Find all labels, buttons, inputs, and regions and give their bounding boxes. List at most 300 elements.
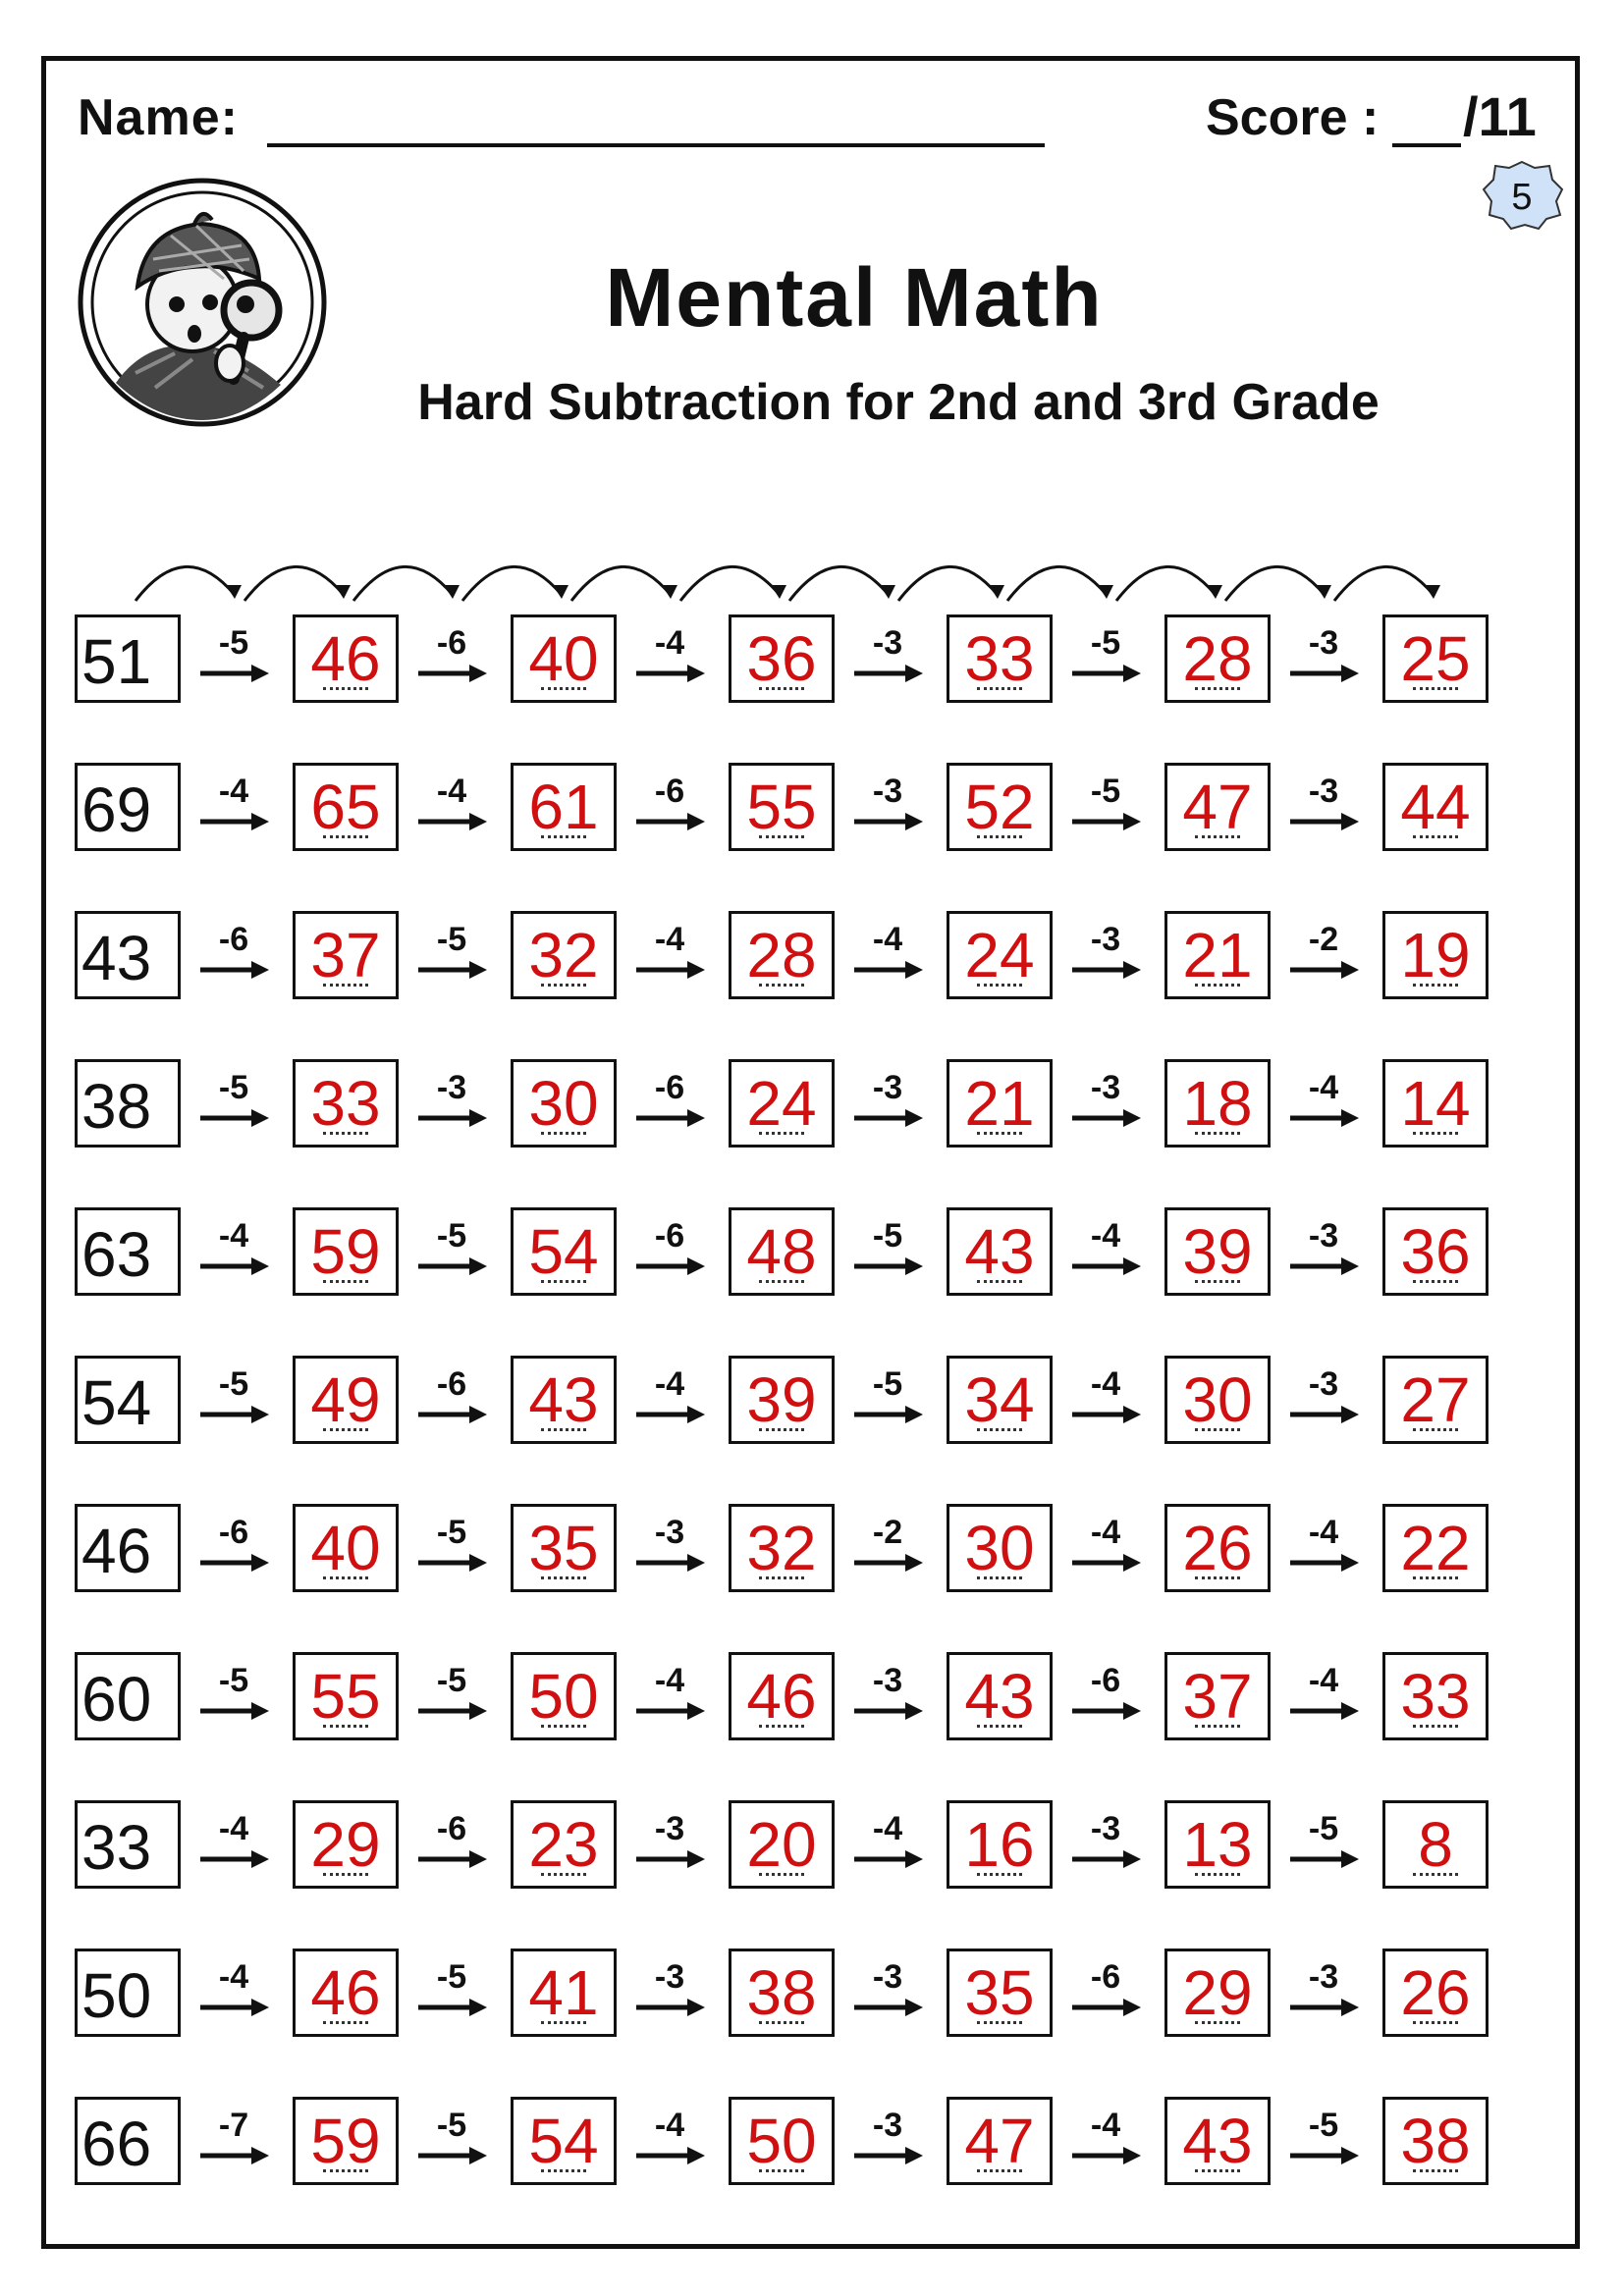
- answer-value: 8: [1418, 1809, 1453, 1880]
- right-arrow-icon: [850, 1701, 925, 1721]
- answer-dotted-line: [1195, 835, 1240, 838]
- answer-box[interactable]: [729, 911, 835, 999]
- start-number: 51: [75, 614, 181, 703]
- answer-value: 26: [1400, 1957, 1471, 2028]
- answer-value: 24: [746, 1068, 817, 1139]
- answer-box[interactable]: [1164, 1059, 1271, 1148]
- operation-label: -4: [1308, 1069, 1339, 1106]
- answer-value: 21: [964, 1068, 1035, 1139]
- right-arrow-icon: [632, 664, 707, 683]
- start-number: 38: [75, 1059, 181, 1148]
- answer-dotted-line: [977, 2169, 1022, 2172]
- operation-label: -6: [1090, 1662, 1121, 1699]
- answer-box[interactable]: [1382, 911, 1489, 999]
- operation-label: -3: [654, 1514, 685, 1551]
- answer-box[interactable]: [1164, 1949, 1271, 2037]
- operation-label: -4: [654, 2107, 685, 2144]
- right-arrow-icon: [850, 812, 925, 831]
- right-arrow-icon: [1286, 1108, 1361, 1128]
- right-arrow-icon: [1286, 1849, 1361, 1869]
- answer-dotted-line: [759, 1428, 804, 1431]
- answer-dotted-line: [759, 835, 804, 838]
- answer-value: 38: [746, 1957, 817, 2028]
- answer-dotted-line: [1413, 1428, 1458, 1431]
- start-number: 66: [75, 2097, 181, 2185]
- answer-dotted-line: [1413, 2021, 1458, 2024]
- start-number: 69: [75, 763, 181, 851]
- operation-label: -3: [872, 2107, 903, 2144]
- operation: [1286, 1800, 1361, 1889]
- answer-value: 44: [1400, 772, 1471, 842]
- right-arrow-icon: [850, 1256, 925, 1276]
- right-arrow-icon: [414, 960, 489, 980]
- right-arrow-icon: [196, 2146, 271, 2165]
- right-arrow-icon: [1068, 664, 1143, 683]
- right-arrow-icon: [850, 2146, 925, 2165]
- answer-value: 32: [746, 1513, 817, 1583]
- right-arrow-icon: [414, 2146, 489, 2165]
- operation-label: -6: [218, 1514, 249, 1551]
- answer-box[interactable]: [511, 1800, 617, 1889]
- operation-label: -3: [1090, 1069, 1121, 1106]
- answer-value: 59: [310, 2106, 381, 2176]
- answer-dotted-line: [1195, 2169, 1240, 2172]
- answer-value: 46: [310, 623, 381, 694]
- operation-label: -4: [218, 773, 249, 810]
- answer-box[interactable]: [293, 614, 399, 703]
- answer-box[interactable]: [293, 1800, 399, 1889]
- right-arrow-icon: [850, 664, 925, 683]
- operation-label: -5: [872, 1365, 903, 1403]
- operation: [196, 1800, 271, 1889]
- answer-dotted-line: [1413, 1132, 1458, 1135]
- operation: [850, 1356, 925, 1444]
- answer-box[interactable]: [511, 1059, 617, 1148]
- operation: [414, 1059, 489, 1148]
- answer-value: 30: [964, 1513, 1035, 1583]
- answer-box[interactable]: [947, 911, 1053, 999]
- answer-box[interactable]: [293, 911, 399, 999]
- right-arrow-icon: [1068, 1998, 1143, 2017]
- answer-value: 40: [528, 623, 599, 694]
- name-label: Name:: [78, 89, 239, 146]
- answer-box[interactable]: [1164, 1356, 1271, 1444]
- operation-label: -4: [218, 1217, 249, 1255]
- answer-box[interactable]: [511, 2097, 617, 2185]
- answer-dotted-line: [541, 984, 586, 987]
- operation: [850, 1059, 925, 1148]
- start-number: 43: [75, 911, 181, 999]
- right-arrow-icon: [850, 1108, 925, 1128]
- answer-value: 30: [528, 1068, 599, 1139]
- answer-box[interactable]: [1164, 2097, 1271, 2185]
- answer-box[interactable]: [293, 1949, 399, 2037]
- answer-value: 36: [746, 623, 817, 694]
- operation-label: -3: [872, 1069, 903, 1106]
- answer-box[interactable]: [293, 763, 399, 851]
- operation-label: -6: [436, 1365, 467, 1403]
- operation-label: -4: [1308, 1514, 1339, 1551]
- answer-box[interactable]: [1164, 614, 1271, 703]
- operation-label: -5: [218, 1662, 249, 1699]
- right-arrow-icon: [1286, 1553, 1361, 1573]
- operation: [850, 1652, 925, 1740]
- answer-box[interactable]: [729, 1800, 835, 1889]
- answer-value: 21: [1182, 920, 1253, 990]
- operation-label: -3: [872, 1958, 903, 1996]
- operation-label: -3: [436, 1069, 467, 1106]
- answer-dotted-line: [1195, 1576, 1240, 1579]
- right-arrow-icon: [850, 1553, 925, 1573]
- right-arrow-icon: [414, 1701, 489, 1721]
- right-arrow-icon: [632, 2146, 707, 2165]
- operation: [196, 1059, 271, 1148]
- answer-dotted-line: [977, 1280, 1022, 1283]
- answer-dotted-line: [323, 835, 368, 838]
- answer-box[interactable]: [729, 1504, 835, 1592]
- answer-box[interactable]: [293, 1356, 399, 1444]
- answer-value: 47: [964, 2106, 1035, 2176]
- operation-label: -4: [1090, 1365, 1121, 1403]
- answer-value: 54: [528, 2106, 599, 2176]
- operation: [414, 614, 489, 703]
- operation: [414, 1652, 489, 1740]
- answer-dotted-line: [759, 1576, 804, 1579]
- right-arrow-icon: [1068, 2146, 1143, 2165]
- operation: [632, 2097, 707, 2185]
- operation: [1068, 1059, 1143, 1148]
- right-arrow-icon: [196, 1256, 271, 1276]
- operation-label: -3: [654, 1810, 685, 1847]
- worksheet-number-badge: [1480, 160, 1564, 231]
- operation-label: -6: [436, 1810, 467, 1847]
- right-arrow-icon: [1068, 1701, 1143, 1721]
- answer-value: 24: [964, 920, 1035, 990]
- answer-dotted-line: [541, 2021, 586, 2024]
- answer-dotted-line: [541, 687, 586, 690]
- answer-dotted-line: [323, 1280, 368, 1283]
- answer-dotted-line: [977, 835, 1022, 838]
- start-number: 46: [75, 1504, 181, 1592]
- answer-box[interactable]: [511, 763, 617, 851]
- answer-box[interactable]: [947, 1356, 1053, 1444]
- right-arrow-icon: [196, 664, 271, 683]
- answer-box[interactable]: [1164, 1652, 1271, 1740]
- answer-dotted-line: [1195, 687, 1240, 690]
- badge-shape-icon: [1480, 160, 1564, 231]
- operation: [632, 1207, 707, 1296]
- answer-box[interactable]: [1164, 763, 1271, 851]
- operation-label: -6: [1090, 1958, 1121, 1996]
- answer-box[interactable]: [293, 1059, 399, 1148]
- operation: [1286, 1652, 1361, 1740]
- answer-dotted-line: [1413, 1873, 1458, 1876]
- operation: [1068, 1949, 1143, 2037]
- right-arrow-icon: [632, 812, 707, 831]
- answer-value: 33: [964, 623, 1035, 694]
- operation: [414, 2097, 489, 2185]
- right-arrow-icon: [1286, 960, 1361, 980]
- operation: [632, 911, 707, 999]
- answer-box[interactable]: [1382, 1949, 1489, 2037]
- right-arrow-icon: [196, 1701, 271, 1721]
- answer-value: 61: [528, 772, 599, 842]
- answer-box[interactable]: [511, 1356, 617, 1444]
- answer-dotted-line: [1195, 1873, 1240, 1876]
- right-arrow-icon: [1068, 1405, 1143, 1424]
- operation: [850, 1207, 925, 1296]
- right-arrow-icon: [196, 812, 271, 831]
- answer-value: 50: [746, 2106, 817, 2176]
- answer-value: 43: [964, 1661, 1035, 1732]
- operation-label: -4: [1090, 1514, 1121, 1551]
- right-arrow-icon: [196, 1553, 271, 1573]
- operation: [632, 1800, 707, 1889]
- operation: [196, 1504, 271, 1592]
- answer-box[interactable]: [947, 614, 1053, 703]
- answer-box[interactable]: [511, 1949, 617, 2037]
- answer-dotted-line: [541, 1576, 586, 1579]
- right-arrow-icon: [1286, 2146, 1361, 2165]
- answer-value: 35: [964, 1957, 1035, 2028]
- answer-dotted-line: [759, 2169, 804, 2172]
- start-number: 33: [75, 1800, 181, 1889]
- start-number: 54: [75, 1356, 181, 1444]
- answer-value: 52: [964, 772, 1035, 842]
- answer-box[interactable]: [1164, 1800, 1271, 1889]
- right-arrow-icon: [632, 960, 707, 980]
- operation: [1068, 1356, 1143, 1444]
- answer-value: 49: [310, 1364, 381, 1435]
- answer-box[interactable]: [1382, 1800, 1489, 1889]
- answer-dotted-line: [1195, 1132, 1240, 1135]
- operation-label: -4: [436, 773, 467, 810]
- answer-dotted-line: [541, 2169, 586, 2172]
- answer-box[interactable]: [1382, 1207, 1489, 1296]
- right-arrow-icon: [850, 1405, 925, 1424]
- answer-box[interactable]: [1164, 911, 1271, 999]
- right-arrow-icon: [414, 1998, 489, 2017]
- answer-box[interactable]: [511, 1504, 617, 1592]
- answer-value: 46: [310, 1957, 381, 2028]
- page-title: Mental Math: [605, 251, 1104, 344]
- answer-dotted-line: [1413, 1725, 1458, 1728]
- answer-value: 33: [310, 1068, 381, 1139]
- answer-box[interactable]: [729, 1949, 835, 2037]
- answer-box[interactable]: [947, 1652, 1053, 1740]
- answer-box[interactable]: [1382, 1059, 1489, 1148]
- answer-value: 54: [528, 1216, 599, 1287]
- answer-value: 28: [1182, 623, 1253, 694]
- answer-dotted-line: [323, 1132, 368, 1135]
- operation: [1068, 911, 1143, 999]
- right-arrow-icon: [632, 1108, 707, 1128]
- answer-box[interactable]: [511, 911, 617, 999]
- operation-label: -3: [872, 624, 903, 662]
- answer-box[interactable]: [293, 1652, 399, 1740]
- operation: [632, 1652, 707, 1740]
- answer-box[interactable]: [729, 763, 835, 851]
- answer-dotted-line: [323, 1576, 368, 1579]
- answer-dotted-line: [541, 835, 586, 838]
- answer-value: 65: [310, 772, 381, 842]
- answer-box[interactable]: [1164, 1504, 1271, 1592]
- operation-label: -6: [654, 1217, 685, 1255]
- operation: [1286, 1207, 1361, 1296]
- operation-label: -3: [654, 1958, 685, 1996]
- answer-box[interactable]: [1382, 763, 1489, 851]
- operation: [1286, 1059, 1361, 1148]
- answer-dotted-line: [1195, 2021, 1240, 2024]
- operation: [196, 911, 271, 999]
- operation: [850, 911, 925, 999]
- operation: [850, 2097, 925, 2185]
- answer-dotted-line: [977, 1725, 1022, 1728]
- right-arrow-icon: [850, 960, 925, 980]
- operation-label: -3: [1308, 1217, 1339, 1255]
- answer-box[interactable]: [947, 2097, 1053, 2185]
- answer-box[interactable]: [947, 1949, 1053, 2037]
- answer-box[interactable]: [729, 1652, 835, 1740]
- answer-box[interactable]: [729, 1207, 835, 1296]
- right-arrow-icon: [196, 1998, 271, 2017]
- name-input-line[interactable]: [267, 143, 1045, 147]
- right-arrow-icon: [1286, 1405, 1361, 1424]
- answer-box[interactable]: [1382, 1356, 1489, 1444]
- answer-dotted-line: [1413, 835, 1458, 838]
- right-arrow-icon: [414, 1849, 489, 1869]
- right-arrow-icon: [632, 1256, 707, 1276]
- operation: [1068, 1504, 1143, 1592]
- operation-label: -5: [436, 1958, 467, 1996]
- answer-dotted-line: [323, 2021, 368, 2024]
- answer-value: 46: [746, 1661, 817, 1732]
- answer-value: 14: [1400, 1068, 1471, 1139]
- operation: [1286, 911, 1361, 999]
- operation: [1068, 614, 1143, 703]
- answer-value: 29: [1182, 1957, 1253, 2028]
- badge-number: 5: [1511, 177, 1533, 218]
- operation: [1068, 1652, 1143, 1740]
- right-arrow-icon: [196, 1849, 271, 1869]
- operation-label: -4: [218, 1810, 249, 1847]
- answer-box[interactable]: [511, 1652, 617, 1740]
- answer-dotted-line: [323, 984, 368, 987]
- answer-dotted-line: [1195, 984, 1240, 987]
- answer-value: 26: [1182, 1513, 1253, 1583]
- operation: [632, 1949, 707, 2037]
- answer-value: 27: [1400, 1364, 1471, 1435]
- answer-box[interactable]: [511, 1207, 617, 1296]
- answer-dotted-line: [1413, 1280, 1458, 1283]
- operation: [1286, 763, 1361, 851]
- operation-label: -3: [1308, 773, 1339, 810]
- right-arrow-icon: [632, 1405, 707, 1424]
- right-arrow-icon: [1068, 1108, 1143, 1128]
- answer-box[interactable]: [511, 614, 617, 703]
- right-arrow-icon: [1068, 960, 1143, 980]
- operation: [196, 763, 271, 851]
- answer-box[interactable]: [947, 1800, 1053, 1889]
- operation-label: -4: [1308, 1662, 1339, 1699]
- answer-box[interactable]: [1382, 614, 1489, 703]
- score-input-line[interactable]: [1392, 143, 1461, 147]
- answer-box[interactable]: [1382, 2097, 1489, 2185]
- right-arrow-icon: [632, 1553, 707, 1573]
- answer-value: 23: [528, 1809, 599, 1880]
- answer-box[interactable]: [1382, 1504, 1489, 1592]
- score-total: /11: [1463, 85, 1537, 147]
- right-arrow-icon: [632, 1998, 707, 2017]
- answer-value: 41: [528, 1957, 599, 2028]
- answer-box[interactable]: [947, 1504, 1053, 1592]
- answer-box[interactable]: [947, 1207, 1053, 1296]
- answer-dotted-line: [323, 2169, 368, 2172]
- answer-value: 37: [1182, 1661, 1253, 1732]
- operation-label: -4: [872, 921, 903, 958]
- operation-label: -7: [218, 2107, 249, 2144]
- operation: [414, 1356, 489, 1444]
- operation-label: -3: [1090, 921, 1121, 958]
- answer-dotted-line: [977, 1132, 1022, 1135]
- operation: [850, 1504, 925, 1592]
- answer-dotted-line: [759, 1725, 804, 1728]
- answer-dotted-line: [759, 984, 804, 987]
- right-arrow-icon: [1286, 1701, 1361, 1721]
- answer-dotted-line: [977, 1873, 1022, 1876]
- answer-value: 43: [1182, 2106, 1253, 2176]
- operation-label: -5: [436, 1217, 467, 1255]
- answer-value: 30: [1182, 1364, 1253, 1435]
- answer-box[interactable]: [1382, 1652, 1489, 1740]
- answer-box[interactable]: [947, 763, 1053, 851]
- answer-box[interactable]: [729, 1356, 835, 1444]
- answer-box[interactable]: [729, 2097, 835, 2185]
- answer-box[interactable]: [293, 2097, 399, 2185]
- answer-dotted-line: [323, 687, 368, 690]
- right-arrow-icon: [1068, 1256, 1143, 1276]
- answer-dotted-line: [1413, 984, 1458, 987]
- answer-box[interactable]: [947, 1059, 1053, 1148]
- answer-box[interactable]: [729, 614, 835, 703]
- right-arrow-icon: [414, 1405, 489, 1424]
- operation: [850, 763, 925, 851]
- operation-label: -4: [654, 1662, 685, 1699]
- answer-box[interactable]: [293, 1207, 399, 1296]
- answer-value: 39: [1182, 1216, 1253, 1287]
- operation-label: -5: [1090, 773, 1121, 810]
- answer-value: 33: [1400, 1661, 1471, 1732]
- operation-label: -4: [1090, 1217, 1121, 1255]
- answer-dotted-line: [541, 1280, 586, 1283]
- answer-value: 59: [310, 1216, 381, 1287]
- right-arrow-icon: [1068, 1553, 1143, 1573]
- answer-box[interactable]: [729, 1059, 835, 1148]
- operation: [414, 1207, 489, 1296]
- operation-label: -5: [436, 921, 467, 958]
- answer-value: 36: [1400, 1216, 1471, 1287]
- answer-dotted-line: [759, 1873, 804, 1876]
- operation: [632, 1504, 707, 1592]
- answer-value: 38: [1400, 2106, 1471, 2176]
- operation: [850, 1949, 925, 2037]
- answer-dotted-line: [977, 984, 1022, 987]
- answer-dotted-line: [541, 1873, 586, 1876]
- operation-label: -3: [872, 773, 903, 810]
- answer-dotted-line: [541, 1132, 586, 1135]
- answer-box[interactable]: [293, 1504, 399, 1592]
- answer-box[interactable]: [1164, 1207, 1271, 1296]
